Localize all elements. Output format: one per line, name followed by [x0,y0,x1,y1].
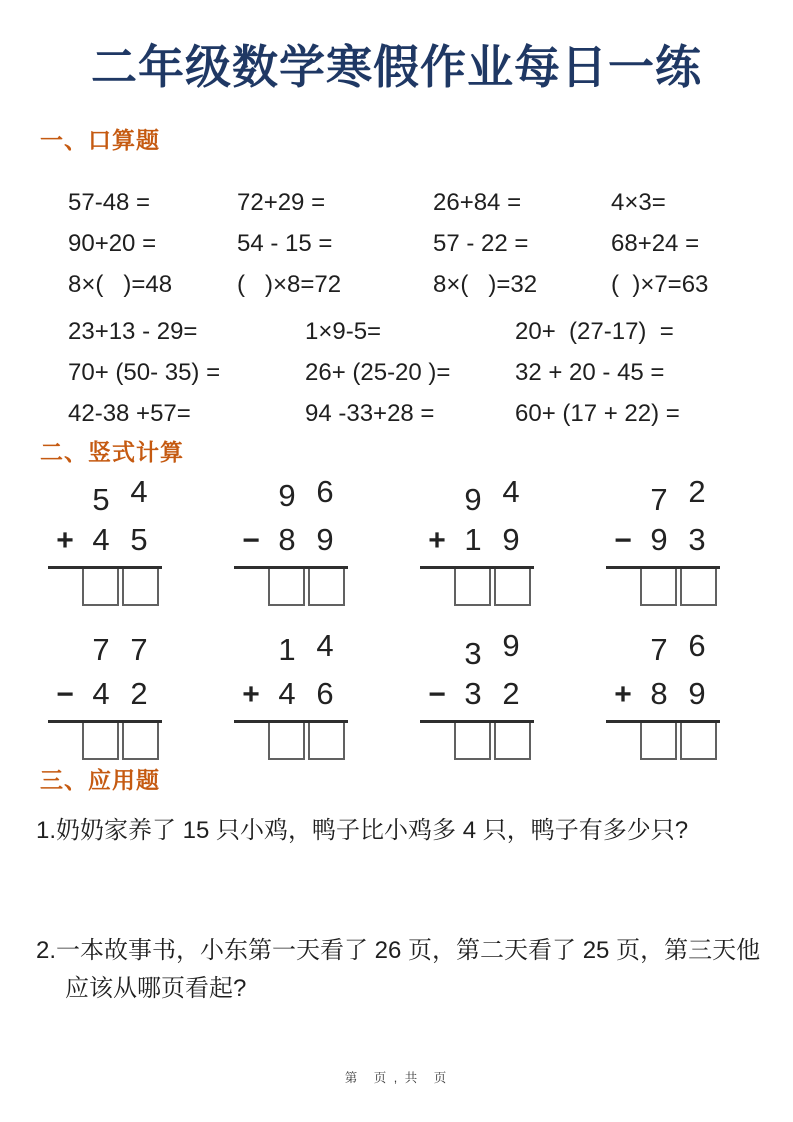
operator: − [56,678,74,711]
oral-problem: 4×3= [611,189,666,216]
oral-problem: 8×( )=32 [433,271,538,298]
oral-problem: 8×( )=48 [68,271,173,298]
top-operand [606,628,720,676]
bottom-operand [234,676,348,720]
digit: 2 [502,676,520,711]
answer-boxes [268,569,348,606]
digit: 9 [502,522,520,557]
vertical-problem [420,628,534,760]
oral-problem: 26+84 = [433,189,522,216]
bottom-operand [234,522,348,566]
answer-box [122,723,159,760]
digit: 7 [650,482,668,517]
digit: 5 [130,522,148,557]
answer-box [640,569,677,606]
digit: 4 [316,628,334,663]
oral-problem: 57 - 22 = [433,230,529,257]
answer-box [680,569,717,606]
bottom-operand [420,522,534,566]
digit: 9 [464,482,482,517]
digit: 1 [278,632,296,667]
operator: + [428,524,446,557]
page-title: 二年级数学寒假作业每日一练 [91,41,702,93]
digit: 2 [688,474,706,509]
word-problem: 2.一本故事书，小东第一天看了 26 页，第二天看了 25 页，第三天他应该从哪页看起? [36,937,761,1002]
digit: 6 [316,474,334,509]
section-heading-vertical: 二、竖式计算 [40,439,184,465]
section-heading-oral: 一、口算题 [40,127,160,153]
digit: 1 [464,522,482,557]
digit: 6 [688,628,706,663]
oral-row [68,352,793,393]
answer-box [268,723,305,760]
answer-box [308,569,345,606]
section-heading-word: 三、应用题 [40,767,160,793]
answer-boxes [82,569,162,606]
oral-problem: 70+ (50- 35) = [68,359,221,386]
digit: 9 [502,628,520,663]
answer-boxes [82,723,162,760]
operator: − [428,678,446,711]
oral-problem: 72+29 = [237,189,326,216]
bottom-operand [606,522,720,566]
top-operand [48,632,162,676]
digit: 6 [316,676,334,711]
operator: − [614,524,632,557]
answer-boxes [454,569,534,606]
digit: 3 [464,636,482,671]
digit: 9 [650,522,668,557]
answer-box [494,723,531,760]
operator: + [614,678,632,711]
digit: 4 [502,474,520,509]
digit: 3 [464,676,482,711]
digit: 5 [92,482,110,517]
digit: 4 [278,676,296,711]
digit: 8 [278,522,296,557]
oral-row [68,182,793,223]
digit: 7 [130,632,148,667]
digit: 4 [130,474,148,509]
digit: 9 [316,522,334,557]
oral-problem: 60+ (17 + 22) = [515,400,680,427]
operator: + [242,678,260,711]
answer-box [82,569,119,606]
word-problem: 1.奶奶家养了 15 只小鸡，鸭子比小鸡多 4 只，鸭子有多少只? [36,817,689,844]
answer-boxes [268,723,348,760]
oral-row [68,264,793,305]
top-operand [420,628,534,676]
digit: 8 [650,676,668,711]
answer-boxes [640,569,720,606]
digit: 3 [688,522,706,557]
oral-problem: 32 + 20 - 45 = [515,359,665,386]
answer-box [308,723,345,760]
top-operand [234,474,348,522]
operator: + [56,524,74,557]
page-footer: 第 页 , 共 页 [344,1071,449,1085]
digit: 9 [278,478,296,513]
digit: 7 [92,632,110,667]
oral-problem: ( )×7=63 [611,271,709,298]
vertical-problem [606,628,720,760]
top-operand [606,474,720,522]
answer-box [494,569,531,606]
bottom-operand [48,676,162,720]
bottom-operand [48,522,162,566]
vertical-problem [606,474,720,606]
oral-problem: 94 -33+28 = [305,400,435,427]
oral-row [68,223,793,264]
digit: 9 [688,676,706,711]
digit: 4 [92,676,110,711]
oral-problem: 57-48 = [68,189,151,216]
answer-box [640,723,677,760]
answer-box [680,723,717,760]
oral-problem: 26+ (25-20 )= [305,359,451,386]
oral-problem: 1×9-5= [305,318,382,345]
oral-problems [68,182,793,434]
answer-box [454,723,491,760]
digit: 7 [650,632,668,667]
vertical-problem [234,628,348,760]
oral-problem: 54 - 15 = [237,230,333,257]
word-problems [36,812,773,1008]
top-operand [234,628,348,676]
answer-box [122,569,159,606]
oral-problem: 20+ (27-17) = [515,318,674,345]
oral-problem: ( )×8=72 [237,271,342,298]
operator: − [242,524,260,557]
top-operand [48,474,162,522]
digit: 2 [130,676,148,711]
oral-row [68,311,793,352]
digit: 4 [92,522,110,557]
top-operand [420,474,534,522]
vertical-problem [48,474,162,606]
vertical-problem [420,474,534,606]
oral-row [68,393,793,434]
answer-box [82,723,119,760]
bottom-operand [420,676,534,720]
oral-problem: 68+24 = [611,230,700,257]
vertical-problem [234,474,348,606]
answer-box [454,569,491,606]
answer-boxes [454,723,534,760]
oral-problem: 42-38 +57= [68,400,191,427]
oral-problem: 23+13 - 29= [68,318,198,345]
vertical-problems [48,474,793,760]
answer-boxes [640,723,720,760]
vertical-problem [48,632,162,760]
answer-box [268,569,305,606]
bottom-operand [606,676,720,720]
oral-problem: 90+20 = [68,230,157,257]
